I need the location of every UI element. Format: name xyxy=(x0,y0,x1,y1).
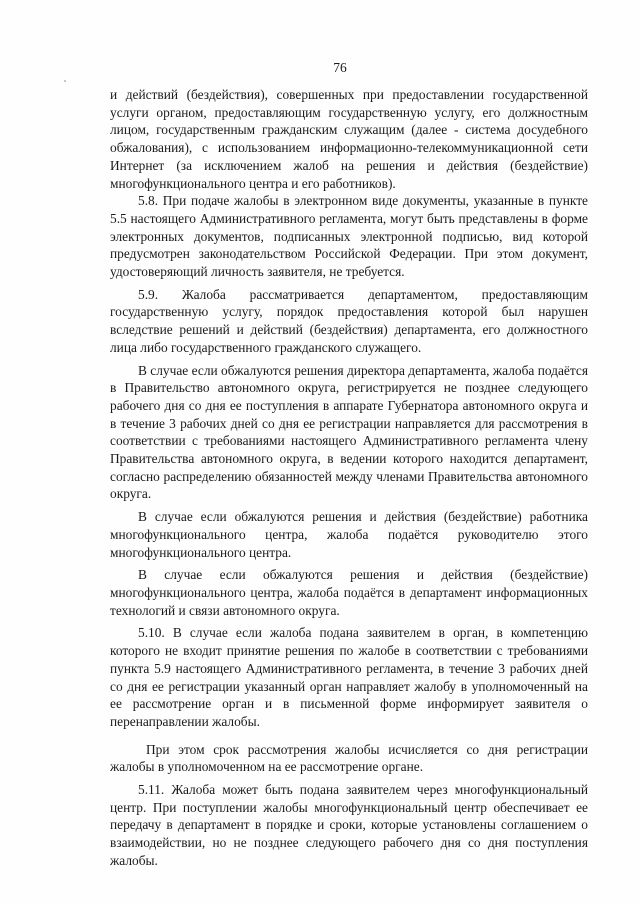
paragraph-5-8: 5.8. При подаче жалобы в электронном виде документы, указанные в пункте 5.5 настоящего Административного регламента, могут быть представлены в форме электронных документов, подписанных электронной подписью, вид которой предусмотрен законодательством Российской Федерации. При этом документ, удостоверяющий личность заявителя, не требуется. xyxy=(110,193,588,280)
paragraph-review-term: При этом срок рассмотрения жалобы исчисляется со дня регистрации жалобы в уполномоченном на ее рассмотрение органе. xyxy=(110,741,588,775)
scan-speck xyxy=(64,80,66,82)
paragraph-5-11: 5.11. Жалоба может быть подана заявителем через многофункциональный центр. При поступлении жалобы многофункциональный центр обеспечивает ее передачу в департамент в порядке и сроки, которые установлены соглашением о взаимодействии, но не позднее следующего рабочего дня со дня поступления жалобы. xyxy=(110,782,588,868)
paragraph-5-10: 5.10. В случае если жалоба подана заявителем в орган, в компетенцию которого не входит принятие решения по жалобе в соответствии с требованиями пункта 5.9 настоящего Административного регламента, в течение 3 рабочих дней со дня ее регистрации указанный орган направляет жалобу в уполномоченный на ее рассмотрение орган и в письменной форме информирует заявителя о перенаправлении жалобы. xyxy=(110,625,588,729)
paragraph-director-complaint: В случае если обжалуются решения директора департамента, жалоба подаётся в Правительство автономного округа, регистрируется не позднее следующего рабочего дня со дня ее поступления в аппарате Губернатора автономного округа и в течение 3 рабочих дней со дня ее регистрации направляется для рассмотрения в соответствии с требованиями настоящего Административного регламента члену Правительства автономного округа, в ведении которого находится департамент, согласно распределению обязанностей между членами Правительства автономного округа. xyxy=(110,362,588,502)
paragraph-mfc-employee-complaint: В случае если обжалуются решения и действия (бездействие) работника многофункционального центра, жалоба подаётся руководителю этого многофункционального центра. xyxy=(110,509,588,560)
document-body xyxy=(110,86,588,870)
paragraph-5-9: 5.9. Жалоба рассматривается департаментом, предоставляющим государственную услугу, порядок предоставления которой был нарушен вследствие решений и действий (бездействия) департамента, его должностного лица либо государственного гражданского служащего. xyxy=(110,286,588,355)
paragraph-mfc-complaint: В случае если обжалуются решения и действия (бездействие) многофункционального центра, жалоба подаётся в департамент информационных технологий и связи автономного округа. xyxy=(110,567,588,618)
paragraph-continuation: и действий (бездействия), совершенных при предоставлении государственной услуги органом, предоставляющим государственную услугу, его должностным лицом, государственным гражданским служащим (далее - система досудебного обжалования), с использованием информационно-телекоммуникационной сети Интернет (за исключением жалоб на решения и действия (бездействие) многофункционального центра и его работников). xyxy=(110,87,588,191)
page-number: 76 xyxy=(333,60,347,75)
